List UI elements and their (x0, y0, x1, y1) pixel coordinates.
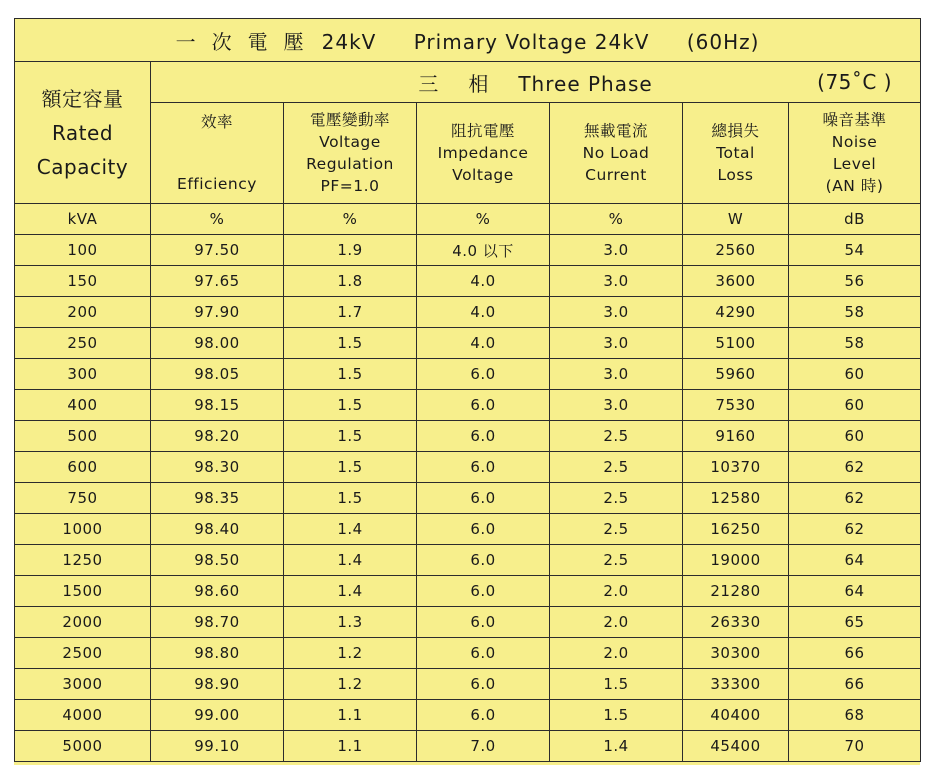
table-cell: 6.0 (417, 545, 550, 576)
table-row (15, 359, 921, 390)
table-cell: 19000 (683, 545, 789, 576)
table-row (15, 483, 921, 514)
table-cell: 98.80 (151, 638, 284, 669)
table-row (15, 638, 921, 669)
table-row (15, 700, 921, 731)
table-cell: 2.5 (550, 545, 683, 576)
table-cell: 2000 (15, 607, 151, 638)
table-cell: 5100 (683, 328, 789, 359)
table-cell: 99.10 (151, 731, 284, 762)
unit-cell: % (151, 204, 284, 235)
table-cell: 1.3 (284, 607, 417, 638)
column-header (151, 103, 284, 204)
spec-table (14, 18, 921, 762)
table-cell: 30300 (683, 638, 789, 669)
table-cell: 98.05 (151, 359, 284, 390)
column-header-en: Efficiency (177, 175, 257, 193)
table-cell: 1.2 (284, 669, 417, 700)
table-cell: 62 (789, 483, 921, 514)
column-header (550, 103, 683, 204)
table-row (15, 576, 921, 607)
table-cell: 62 (789, 452, 921, 483)
table-cell: 1250 (15, 545, 151, 576)
table-cell: 98.50 (151, 545, 284, 576)
column-header-en: PF=1.0 (320, 177, 380, 195)
table-cell: 2560 (683, 235, 789, 266)
table-cell: 4000 (15, 700, 151, 731)
table-cell: 54 (789, 235, 921, 266)
table-cell: 60 (789, 390, 921, 421)
column-header (417, 103, 550, 204)
table-cell: 2.5 (550, 483, 683, 514)
column-header-cn: 電壓變動率 (309, 111, 390, 129)
table-cell: 1.5 (284, 421, 417, 452)
title-frequency: (60Hz) (686, 29, 760, 54)
unit-cell: % (417, 204, 550, 235)
rated-capacity-header (15, 62, 151, 204)
table-cell: 56 (789, 266, 921, 297)
table-cell: 97.90 (151, 297, 284, 328)
title-english: Primary Voltage 24kV (413, 29, 650, 54)
column-header-en: (AN 時) (825, 177, 884, 195)
spec-sheet (14, 18, 920, 765)
table-row (15, 731, 921, 762)
table-cell: 6.0 (417, 700, 550, 731)
table-cell: 7530 (683, 390, 789, 421)
unit-cell: W (683, 204, 789, 235)
table-cell: 6.0 (417, 607, 550, 638)
table-cell: 1.4 (284, 514, 417, 545)
table-cell: 6.0 (417, 638, 550, 669)
unit-cell: kVA (15, 204, 151, 235)
table-row (15, 235, 921, 266)
table-cell: 98.15 (151, 390, 284, 421)
unit-cell: dB (789, 204, 921, 235)
table-cell: 64 (789, 545, 921, 576)
table-cell: 2.5 (550, 514, 683, 545)
table-cell: 2.5 (550, 421, 683, 452)
table-cell: 1.5 (284, 483, 417, 514)
table-cell: 1.5 (284, 390, 417, 421)
table-cell: 1.9 (284, 235, 417, 266)
table-cell: 6.0 (417, 483, 550, 514)
phase-chinese: 三相 (418, 71, 519, 96)
column-header-en: Noise (831, 133, 878, 151)
table-cell: 98.40 (151, 514, 284, 545)
table-cell: 21280 (683, 576, 789, 607)
table-cell: 1.5 (284, 452, 417, 483)
table-cell: 3000 (15, 669, 151, 700)
table-cell: 40400 (683, 700, 789, 731)
table-cell: 500 (15, 421, 151, 452)
unit-cell: % (284, 204, 417, 235)
table-cell: 2.0 (550, 607, 683, 638)
table-cell: 98.90 (151, 669, 284, 700)
table-row (15, 669, 921, 700)
table-cell: 600 (15, 452, 151, 483)
column-header-en: No Load (582, 144, 650, 162)
table-title (15, 19, 921, 62)
table-cell: 1000 (15, 514, 151, 545)
column-header-cn: 總損失 (711, 122, 760, 140)
table-cell: 1.5 (550, 700, 683, 731)
table-cell: 5000 (15, 731, 151, 762)
table-cell: 4290 (683, 297, 789, 328)
table-cell: 3.0 (550, 390, 683, 421)
phase-header (151, 62, 921, 103)
table-cell: 1.1 (284, 731, 417, 762)
column-header-cn: 無載電流 (583, 122, 648, 140)
table-cell: 60 (789, 359, 921, 390)
table-cell: 4.0 以下 (417, 235, 550, 266)
table-cell: 300 (15, 359, 151, 390)
column-header-en: Total (716, 144, 755, 162)
table-cell: 3.0 (550, 359, 683, 390)
table-cell: 65 (789, 607, 921, 638)
table-cell: 6.0 (417, 576, 550, 607)
column-header-text (151, 105, 283, 201)
table-cell: 66 (789, 638, 921, 669)
table-row (15, 266, 921, 297)
table-cell: 150 (15, 266, 151, 297)
table-row (15, 297, 921, 328)
table-row (15, 607, 921, 638)
table-cell: 45400 (683, 731, 789, 762)
column-header-en: Level (832, 155, 877, 173)
table-cell: 200 (15, 297, 151, 328)
rated-capacity-cn: 額定容量 (41, 86, 124, 111)
table-cell: 98.30 (151, 452, 284, 483)
table-cell: 2.0 (550, 576, 683, 607)
column-header-text (284, 103, 416, 203)
table-cell: 4.0 (417, 328, 550, 359)
table-cell: 400 (15, 390, 151, 421)
column-header (284, 103, 417, 204)
table-cell: 250 (15, 328, 151, 359)
column-header-en: Current (585, 166, 647, 184)
table-cell: 100 (15, 235, 151, 266)
table-cell: 97.50 (151, 235, 284, 266)
table-cell: 60 (789, 421, 921, 452)
table-cell: 62 (789, 514, 921, 545)
column-header (683, 103, 789, 204)
table-cell: 4.0 (417, 266, 550, 297)
table-cell: 98.00 (151, 328, 284, 359)
table-cell: 1.7 (284, 297, 417, 328)
table-cell: 1.4 (284, 545, 417, 576)
table-cell: 1.8 (284, 266, 417, 297)
column-header-text (683, 103, 788, 203)
table-cell: 1.5 (284, 328, 417, 359)
column-header-cn: 效率 (200, 113, 233, 131)
column-header-en: Loss (717, 166, 754, 184)
table-cell: 98.35 (151, 483, 284, 514)
rated-capacity-en-line1: Rated (51, 120, 114, 145)
table-cell: 6.0 (417, 669, 550, 700)
table-cell: 2.5 (550, 452, 683, 483)
title-chinese: 一次電壓 (175, 29, 320, 54)
table-cell: 2500 (15, 638, 151, 669)
table-cell: 6.0 (417, 359, 550, 390)
table-cell: 98.70 (151, 607, 284, 638)
table-cell: 3.0 (550, 297, 683, 328)
table-cell: 3.0 (550, 328, 683, 359)
table-row (15, 514, 921, 545)
table-cell: 12580 (683, 483, 789, 514)
table-cell: 98.20 (151, 421, 284, 452)
table-cell: 1.5 (284, 359, 417, 390)
table-cell: 9160 (683, 421, 789, 452)
table-cell: 26330 (683, 607, 789, 638)
table-cell: 98.60 (151, 576, 284, 607)
table-cell: 1.2 (284, 638, 417, 669)
column-header-text (789, 103, 920, 203)
table-cell: 58 (789, 297, 921, 328)
column-header-en: Voltage (452, 166, 514, 184)
table-cell: 1.4 (550, 731, 683, 762)
column-header-cn: 阻抗電壓 (450, 122, 515, 140)
table-cell: 16250 (683, 514, 789, 545)
table-row (15, 328, 921, 359)
column-header (789, 103, 921, 204)
table-cell: 1.4 (284, 576, 417, 607)
table-row (15, 545, 921, 576)
table-cell: 1.5 (550, 669, 683, 700)
column-header-text (550, 103, 682, 203)
title-chinese-voltage: 24kV (321, 29, 377, 54)
table-cell: 58 (789, 328, 921, 359)
phase-english: Three Phase (518, 71, 653, 96)
column-header-en: Impedance (437, 144, 529, 162)
table-cell: 2.0 (550, 638, 683, 669)
table-cell: 3.0 (550, 235, 683, 266)
table-cell: 4.0 (417, 297, 550, 328)
table-cell: 66 (789, 669, 921, 700)
column-header-en: Regulation (306, 155, 394, 173)
table-cell: 750 (15, 483, 151, 514)
table-row (15, 452, 921, 483)
phase-temperature: (75˚C ) (817, 70, 893, 94)
table-cell: 33300 (683, 669, 789, 700)
table-row (15, 390, 921, 421)
table-row (15, 421, 921, 452)
table-cell: 3.0 (550, 266, 683, 297)
table-cell: 99.00 (151, 700, 284, 731)
table-cell: 10370 (683, 452, 789, 483)
table-cell: 3600 (683, 266, 789, 297)
rated-capacity-en-line2: Capacity (36, 154, 129, 179)
table-cell: 6.0 (417, 514, 550, 545)
table-cell: 6.0 (417, 390, 550, 421)
table-cell: 7.0 (417, 731, 550, 762)
table-cell: 1.1 (284, 700, 417, 731)
table-cell: 6.0 (417, 421, 550, 452)
table-cell: 6.0 (417, 452, 550, 483)
table-cell: 68 (789, 700, 921, 731)
table-cell: 1500 (15, 576, 151, 607)
table-cell: 5960 (683, 359, 789, 390)
table-cell: 64 (789, 576, 921, 607)
column-header-text (417, 103, 549, 203)
table-cell: 97.65 (151, 266, 284, 297)
column-header-cn: 噪音基準 (822, 111, 887, 129)
unit-cell: % (550, 204, 683, 235)
table-cell: 70 (789, 731, 921, 762)
column-header-en: Voltage (319, 133, 381, 151)
